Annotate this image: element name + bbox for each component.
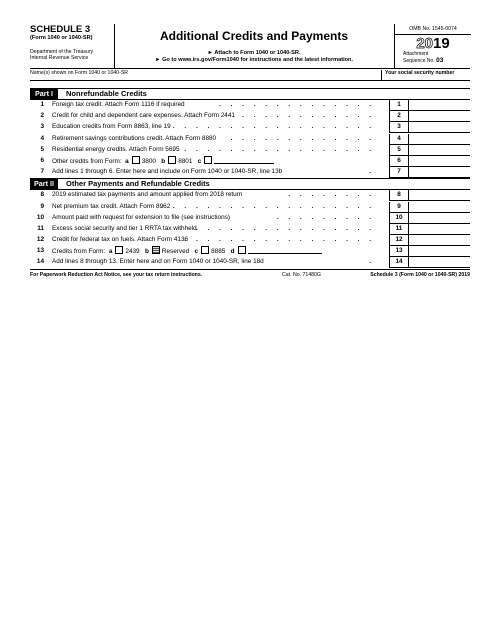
part-1-title: Nonrefundable Credits [66, 89, 147, 98]
paperwork-notice: For Paperwork Reduction Act Notice, see your tax return instructions. [30, 271, 203, 278]
line-box: 4 [389, 134, 409, 145]
line-13-label: Credits from Form: [52, 248, 106, 256]
line-box: 9 [389, 202, 409, 213]
catalog-number: Cat. No. 71480G [282, 271, 321, 278]
line-number: 3 [40, 123, 44, 131]
line-3: 3 Education credits from Form 8863, line 19 . . . . . . . . . . . . . . . . . . 3 [30, 122, 470, 133]
checkbox-8801[interactable] [168, 156, 176, 164]
form-footer-id: Schedule 3 (Form 1040 or 1040-SR) 2019 [370, 271, 470, 278]
form-footer [30, 269, 470, 280]
line-text [52, 246, 322, 257]
amount-field[interactable] [408, 111, 470, 122]
line-5: 5 Residential energy credits. Attach Form 5695 . . . . . . . . . . . . . . . . . . 5 [30, 145, 470, 156]
attach-instruction: ► Attach to Form 1040 or 1040-SR. [207, 50, 301, 56]
line-text: Credit for federal tax on fuels. Attach Form 4136 [52, 236, 189, 244]
line-box: 12 [389, 235, 409, 246]
amount-field[interactable] [408, 190, 470, 201]
option-b-label: b [144, 248, 149, 256]
checkbox-8885[interactable] [201, 246, 209, 254]
part-1-tag: Part I [30, 89, 58, 99]
line-12: 12 Credit for federal tax on fuels. Attach Form 4136 . . . . . . . . . . . . . . . . . 12 [30, 235, 470, 246]
line-number: 2 [40, 112, 44, 120]
amount-field[interactable] [408, 235, 470, 246]
option-a-value: 3800 [141, 157, 156, 165]
name-bar [30, 69, 470, 81]
part-2-title: Other Payments and Refundable Credits [66, 179, 210, 189]
line-number: 12 [36, 236, 44, 244]
attachment-label: Attachment [403, 51, 429, 57]
line-text [52, 156, 274, 167]
option-c-value: 8885 [211, 248, 226, 256]
line-box: 11 [389, 224, 409, 235]
option-c-label: c [194, 248, 199, 256]
line-box: 5 [389, 145, 409, 156]
year-bold: 19 [433, 35, 450, 52]
form-header [30, 24, 470, 69]
line-number: 14 [36, 258, 44, 266]
ssn-field[interactable]: Your social security number [381, 70, 470, 80]
name-field[interactable]: Name(s) shown on Form 1040 or 1040-SR [30, 70, 129, 76]
option-d-label: d [230, 248, 235, 256]
line-text: Foreign tax credit. Attach Form 1116 if required [52, 101, 185, 108]
sequence-label: Sequence No. [403, 57, 435, 64]
attachment-sequence [395, 52, 471, 64]
line-box: 8 [389, 190, 409, 201]
amount-field[interactable] [408, 122, 470, 133]
title-block [115, 24, 393, 68]
line-text: Net premium tax credit. Attach Form 8962 [52, 202, 171, 210]
amount-field[interactable] [408, 213, 470, 224]
option-a-label: a [125, 157, 129, 165]
other-form-field[interactable] [214, 156, 274, 164]
line-6 [30, 156, 470, 167]
line-text: Residential energy credits. Attach Form 5695 [52, 145, 180, 153]
line-number: 11 [37, 224, 44, 232]
checkbox-other[interactable] [204, 156, 212, 164]
amount-field[interactable] [408, 134, 470, 145]
option-b-value: 8801 [178, 157, 193, 165]
line-box: 7 [389, 167, 409, 178]
line-text: Credit for child and dependent care expenses. Attach Form 2441 [52, 112, 235, 120]
part-2-tag: Part II [30, 179, 58, 189]
line-text: Excess social security and tier 1 RRTA tax withheld [52, 224, 197, 232]
omb-block [394, 24, 471, 68]
line-number: 7 [40, 168, 44, 176]
other-form-field[interactable] [248, 246, 322, 254]
goto-instruction: ► Go to www.irs.gov/Form1040 for instructions and the latest information. [154, 57, 354, 63]
line-box: 2 [389, 111, 409, 122]
line-number: 6 [40, 156, 44, 164]
sequence-number: 03 [436, 56, 444, 64]
line-box: 13 [389, 246, 409, 257]
line-4: 4 Retirement savings contributions credit. Attach Form 8880 . . . . . . . . . . . . . 4 [30, 134, 470, 145]
line-number: 9 [40, 202, 44, 210]
line-text: Add lines 8 through 13. Enter here and on Form 1040 or 1040-SR, line 18d [52, 258, 264, 266]
year-outline: 20 [416, 35, 433, 52]
irs-name: Internal Revenue Service [30, 55, 89, 62]
line-box: 10 [389, 213, 409, 224]
line-11: 11 Excess social security and tier 1 RRTA tax withheld . . . . . . . . . . . . . . . . 11 [30, 224, 470, 235]
form-title: Additional Credits and Payments [159, 29, 349, 43]
checkbox-3800[interactable] [132, 156, 140, 164]
line-number: 10 [36, 213, 44, 221]
checkbox-2439[interactable] [115, 246, 123, 254]
part-1-header [30, 88, 470, 100]
line-number: 5 [40, 145, 44, 153]
line-number: 8 [40, 191, 44, 199]
department-name: Department of the Treasury [30, 49, 94, 55]
line-box: 6 [389, 156, 409, 167]
line-box: 14 [389, 257, 409, 268]
option-c-label: c [197, 157, 202, 165]
amount-field[interactable] [408, 156, 470, 167]
line-9: 9 Net premium tax credit. Attach Form 8962 . . . . . . . . . . . . . . . . . . . 9 [30, 202, 470, 213]
line-14: 14 Add lines 8 through 13. Enter here and on Form 1040 or 1040-SR, line 18d . 14 [30, 257, 470, 268]
line-text: Retirement savings contributions credit. Attach Form 8880 [52, 134, 217, 142]
schedule-3-form [30, 24, 470, 280]
option-b-label: b [161, 157, 166, 165]
form-id-block [30, 24, 115, 68]
line-7: 7 Add lines 1 through 6. Enter here and include on Form 1040 or 1040-SR, line 13b . 7 [30, 167, 470, 178]
form-reference: (Form 1040 or 1040-SR) [30, 35, 93, 41]
line-number: 13 [36, 247, 44, 255]
amount-field[interactable] [408, 145, 470, 156]
amount-field[interactable] [408, 224, 470, 235]
schedule-name: SCHEDULE 3 [30, 24, 91, 35]
line-box: 1 [389, 100, 409, 111]
amount-field[interactable] [408, 167, 470, 178]
line-10: 10 Amount paid with request for extension to file (see instructions) . . . . . . . . . 10 [30, 213, 470, 224]
part-2-header [30, 178, 470, 190]
line-number: 1 [40, 101, 44, 108]
amount-field[interactable] [408, 257, 470, 268]
checkbox-other[interactable] [238, 246, 246, 254]
line-box: 3 [389, 122, 409, 133]
line-1: 1 Foreign tax credit. Attach Form 1116 if required . . . . . . . . . . . . . . 1 [30, 100, 470, 111]
tax-year [395, 36, 471, 52]
line-text: Amount paid with request for extension to file (see instructions) [52, 213, 230, 221]
amount-field[interactable] [408, 246, 470, 257]
line-13 [30, 246, 470, 257]
line-2: 2 Credit for child and dependent care expenses. Attach Form 2441 . . . . . . . . . . . . 2 [30, 111, 470, 122]
amount-field[interactable] [408, 100, 470, 111]
line-text: 2019 estimated tax payments and amount applied from 2018 return [52, 191, 243, 199]
amount-field[interactable] [408, 202, 470, 213]
option-a-value: 2439 [125, 248, 140, 256]
line-6-label: Other credits from Form: [52, 157, 122, 165]
line-8: 8 2019 estimated tax payments and amount applied from 2018 return . . . . . . . . 8 [30, 190, 470, 201]
line-number: 4 [40, 134, 44, 142]
option-a-label: a [108, 248, 113, 256]
omb-number: OMB No. 1545-0074 [395, 24, 471, 35]
line-text: Add lines 1 through 6. Enter here and include on Form 1040 or 1040-SR, line 13b [52, 168, 283, 176]
checkbox-reserved [152, 246, 160, 254]
line-text: Education credits from Form 8863, line 19 [52, 123, 171, 131]
option-b-value: Reserved [161, 248, 190, 256]
